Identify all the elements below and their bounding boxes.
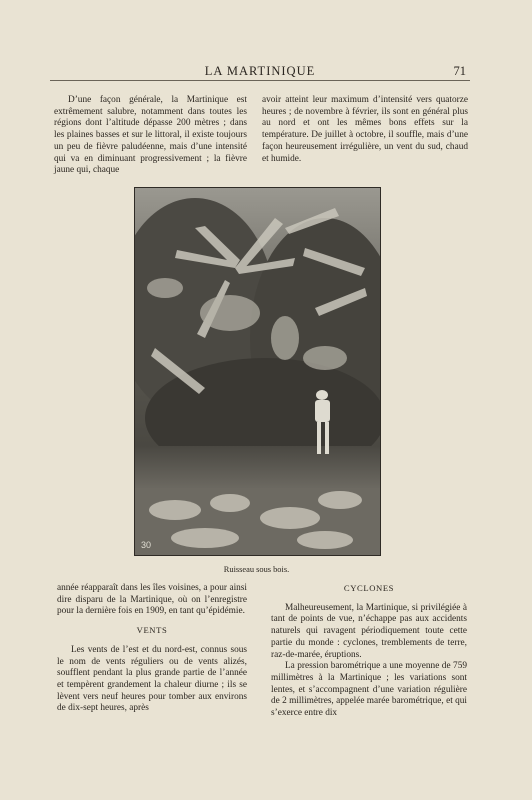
paragraph-yellow-fever-continued: année réapparaît dans les îles voisines, a pour ainsi dire disparu de la Martinique, où on l’enregistre pour la dernière fois en 1909, en tant qu’épidémie. xyxy=(57,583,247,617)
section-heading-vents: VENTS xyxy=(136,625,168,636)
figure-caption: Ruisseau sous bois. xyxy=(223,565,290,574)
text-column-top-left xyxy=(54,95,247,177)
section-heading-cyclones: CYCLONES xyxy=(343,583,395,593)
text-column-bottom-left xyxy=(57,583,247,715)
paragraph-pressure: La pression barométrique a une moyenne de 759 millimètres à la Martinique ; les variations sont lentes, et s’accompagnent d’une variation régulière de 2 millimètres, appelée marée barométrique, et qui s’exerce entre dix xyxy=(271,661,467,719)
running-title: LA MARTINIQUE xyxy=(204,64,316,78)
paragraph-cyclones: Malheureusement, la Martinique, si privilégiée à tant de points de vue, n’échappe pas aux accidents naturels qui ravagent périodiquement toute cette partie du monde : cyclones, tremblements de terre, raz-de-marée, éruptions. xyxy=(271,602,467,660)
text-column-top-right xyxy=(262,95,468,165)
paragraph-winds-continued: avoir atteint leur maximum d’intensité vers quatorze heures ; de novembre à février, ils sont en général plus au nord et ont les mêmes bons effets sur la température. De juillet à octobre, il souffle, mais d’une façon heureusement irrégulière, un vent du sud, chaud et humide. xyxy=(262,95,468,164)
paragraph-vents: Les vents de l’est et du nord-est, connus sous le nom de vents réguliers ou de vents alizés, soufflent pendant la plus grande partie de l’année et tempèrent grandement la chaleur diurne ; ils se lèvent vers neuf heures pour tomber aux environs de dix-sept heures, après xyxy=(57,644,247,714)
photograph-image xyxy=(135,188,380,555)
photo-corner-mark: 30 xyxy=(141,540,152,550)
running-header xyxy=(50,62,470,81)
paragraph-salubrity: D’une façon générale, la Martinique est extrêmement salubre, notamment dans toutes les régions dont l’altitude dépasse 200 mètres ; dans les plaines basses et sur le littoral, il existe toujours un peu de fièvre paludéenne, mais d’une intensité qui va en diminuant progressivement ; la fièvre jaune qui, chaque xyxy=(54,95,247,176)
page-number: 71 xyxy=(453,64,466,78)
text-column-bottom-right xyxy=(271,583,467,720)
photograph-stream-in-woods xyxy=(134,187,381,556)
